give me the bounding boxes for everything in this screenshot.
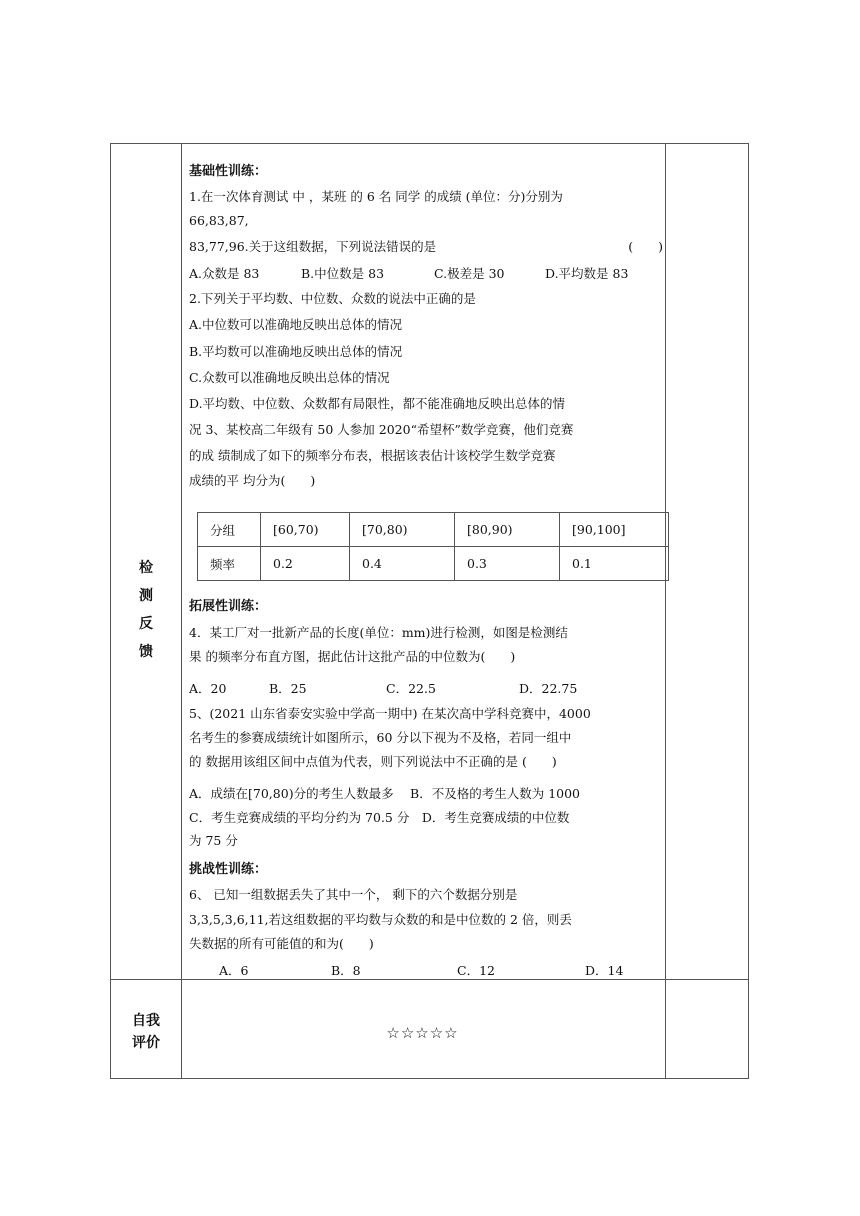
q5-option-d-cont: 为 75 分 <box>189 833 238 848</box>
column-divider-left <box>181 144 182 1078</box>
q2-stem: 2.下列关于平均数、中位数、众数的说法中正确的是 <box>189 291 476 306</box>
table-cell: [70,80) <box>350 513 455 547</box>
q2-option-c: C.众数可以准确地反映出总体的情况 <box>189 370 390 385</box>
q3-stem-line3: 成绩的平 均分为( ) <box>189 473 316 488</box>
q3-stem-line1: 况 3、某校高二年级有 50 人参加 2020“希望杯”数学竞赛，他们竞赛 <box>189 422 574 437</box>
q5-options-cd: C．考生竞赛成绩的平均分约为 70.5 分 D．考生竞赛成绩的中位数 <box>189 810 570 825</box>
table-cell: [60,70) <box>261 513 350 547</box>
q1-option-d: D.平均数是 83 <box>545 266 629 281</box>
q4-option-b: B．25 <box>269 681 307 696</box>
q4-stem-line2: 果 的频率分布直方图，据此估计这批产品的中位数为( ) <box>189 649 516 664</box>
q5-stem-line3: 的 数据用该组区间中点值为代表，则下列说法中不正确的是 ( ) <box>189 754 557 769</box>
q5-stem-line2: 名考生的参赛成绩统计如图所示，60 分以下视为不及格，若同一组中 <box>189 730 572 745</box>
q6-option-d: D．14 <box>585 963 624 978</box>
feedback-char: 测 <box>139 588 153 604</box>
challenge-heading: 挑战性训练： <box>189 862 268 877</box>
q1-option-a: A.众数是 83 <box>189 266 260 281</box>
table-row <box>198 513 669 547</box>
q6-option-a: A．6 <box>219 963 249 978</box>
q6-stem-line3: 失数据的所有可能值的和为( ) <box>189 936 374 951</box>
q6-stem-line1: 6、 已知一组数据丢失了其中一个， 剩下的六个数据分别是 <box>189 887 518 902</box>
table-cell: 0.4 <box>350 547 455 581</box>
q4-option-c: C．22.5 <box>386 681 436 696</box>
q1-answer-paren: ( ) <box>628 239 663 254</box>
q2-option-a: A.中位数可以准确地反映出总体的情况 <box>189 317 403 332</box>
q6-option-c: C．12 <box>457 963 495 978</box>
q2-option-d: D.平均数、中位数、众数都有局限性，都不能准确地反映出总体的情 <box>189 396 566 411</box>
q5-options-ab: A．成绩在[70,80)分的考生人数最多 B．不及格的考生人数为 1000 <box>189 786 581 801</box>
q1-option-c: C.极差是 30 <box>434 266 505 281</box>
q1-stem: 1.在一次体育测试 中 ，某班 的 6 名 同学 的成绩 (单位：分)分别为 <box>189 189 563 204</box>
table-cell: 0.2 <box>261 547 350 581</box>
extended-heading: 拓展性训练： <box>189 599 268 614</box>
self-eval-line: 评价 <box>132 1035 160 1051</box>
table-cell: [90,100] <box>560 513 669 547</box>
frequency-table <box>197 512 669 581</box>
row-divider <box>111 979 748 980</box>
basic-heading: 基础性训练： <box>189 164 268 179</box>
feedback-char: 检 <box>139 560 153 576</box>
q4-option-a: A．20 <box>189 681 227 696</box>
q6-option-b: B．8 <box>331 963 361 978</box>
table-row <box>198 547 669 581</box>
self-eval-label <box>111 1010 181 1054</box>
q1-question-text: 83,77,96.关于这组数据，下列说法错误的是 <box>189 239 437 254</box>
table-cell: 0.3 <box>455 547 560 581</box>
feedback-label <box>111 554 181 666</box>
feedback-char: 反 <box>139 616 153 632</box>
q1-question <box>189 237 667 257</box>
table-cell: 频率 <box>198 547 261 581</box>
q5-stem-line1: 5、(2021 山东省泰安实验中学高一期中) 在某次高中学科竞赛中，4000 <box>189 706 591 721</box>
star-rating[interactable]: ☆☆☆☆☆ <box>386 1024 459 1042</box>
q2-option-b: B.平均数可以准确地反映出总体的情况 <box>189 344 403 359</box>
q3-stem-line2: 的成 绩制成了如下的频率分布表，根据该表估计该校学生数学竞赛 <box>189 448 556 463</box>
worksheet-table <box>110 143 749 1079</box>
self-eval-line: 自我 <box>132 1013 160 1029</box>
table-cell: 分组 <box>198 513 261 547</box>
q4-stem-line1: 4．某工厂对一批新产品的长度(单位：mm)进行检测，如图是检测结 <box>189 625 568 640</box>
column-divider-right <box>665 144 666 1078</box>
q1-option-b: B.中位数是 83 <box>301 266 385 281</box>
feedback-char: 馈 <box>139 644 153 660</box>
q4-option-d: D．22.75 <box>519 681 578 696</box>
q6-stem-line2: 3,3,5,3,6,11,若这组数据的平均数与众数的和是中位数的 2 倍，则丢 <box>189 912 572 927</box>
table-cell: 0.1 <box>560 547 669 581</box>
table-cell: [80,90) <box>455 513 560 547</box>
q1-data: 66,83,87, <box>189 213 249 228</box>
